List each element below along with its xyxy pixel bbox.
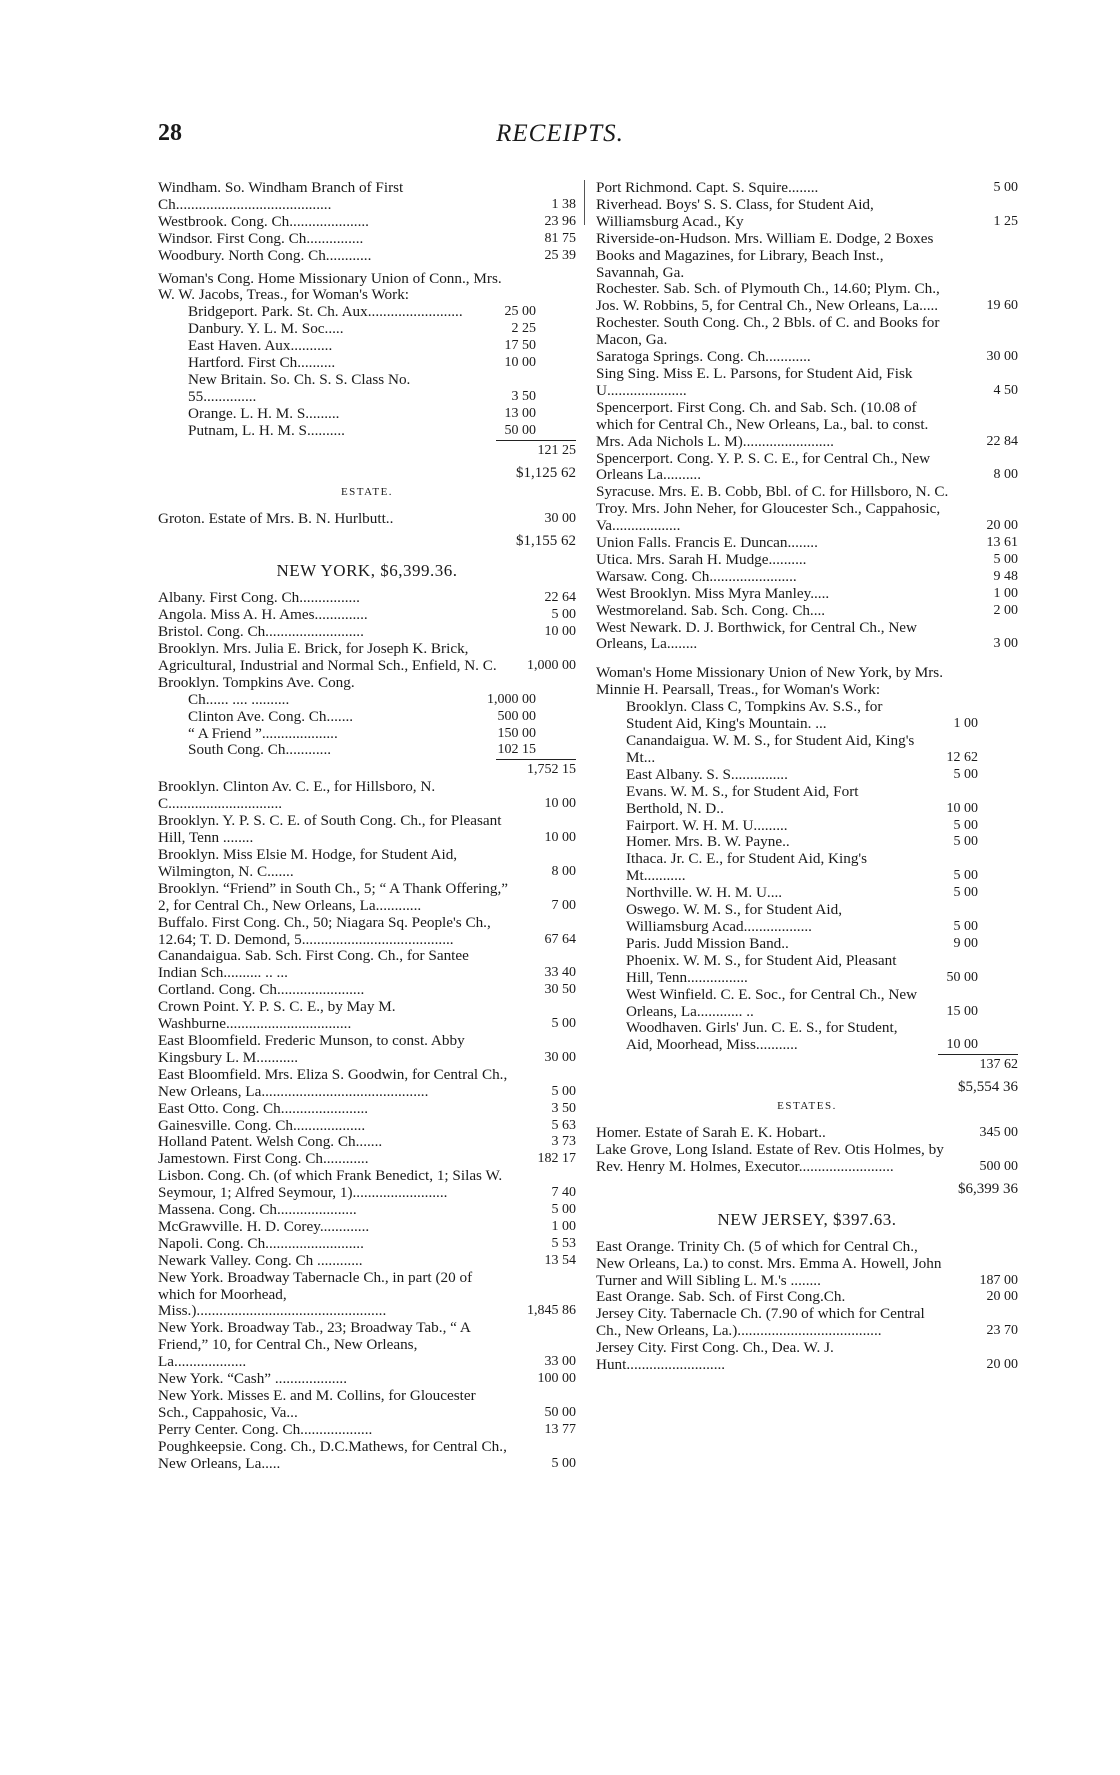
entry-text: West Brooklyn. Miss Myra Manley..... — [596, 584, 830, 602]
list-item — [596, 366, 1018, 400]
entry-amount: 12 62 — [946, 749, 978, 765]
list-item — [188, 355, 576, 372]
list-item — [188, 406, 576, 423]
entry-text: Woodhaven. Girls' Jun. C. E. S., for Student, Aid, Moorhead, Miss........... — [626, 1019, 898, 1054]
entry-amount: 30 00 — [544, 1049, 576, 1065]
list-item — [626, 987, 1018, 1021]
list-item — [158, 607, 576, 624]
entry-text: Rochester. Sab. Sch. of Plymouth Ch., 14.60; Plym. Ch., Jos. W. Robbins, 5, for Central Ch., New Orleans, La..... — [596, 280, 940, 315]
list-item — [158, 948, 576, 982]
entry-text: Ch...... .... .......... — [188, 690, 290, 708]
entry-amount: 2 00 — [993, 602, 1018, 618]
list-item — [158, 982, 576, 999]
entry-text: Homer. Mrs. B. W. Payne.. — [626, 833, 790, 851]
list-item — [596, 603, 1018, 620]
tompkins-total: 1,752 15 — [158, 759, 576, 779]
list-item — [626, 953, 1018, 987]
entry-amount: 25 39 — [544, 247, 576, 263]
list-item — [158, 1253, 576, 1270]
entry-amount: 23 96 — [544, 213, 576, 229]
entry-amount: 4 50 — [993, 382, 1018, 398]
entry-text: Brooklyn. Miss Elsie M. Hodge, for Student Aid, Wilmington, N. C....... — [158, 846, 458, 880]
ny-entries-c — [596, 180, 1018, 653]
entry-amount: 5 00 — [551, 1083, 576, 1099]
entry-text: Lisbon. Cong. Ch. (of which Frank Benedict, 1; Silas W. Seymour, 1; Alfred Seymour, 1)......................... — [158, 1167, 503, 1202]
entry-amount: 3 50 — [511, 388, 536, 404]
entry-amount: 81 75 — [544, 230, 576, 246]
entry-amount: 1,000 00 — [487, 691, 536, 707]
list-item — [158, 1219, 576, 1236]
entry-text: Gainesville. Cong. Ch................... — [158, 1116, 366, 1134]
entry-text: McGrawville. H. D. Corey............. — [158, 1217, 370, 1235]
entry-text: Woodbury. North Cong. Ch............ — [158, 246, 372, 264]
list-item — [626, 767, 1018, 784]
entry-text: West Newark. D. J. Borthwick, for Central Ch., New Orleans, La........ — [596, 618, 918, 653]
page-header — [0, 120, 1120, 160]
entry-text: New York. “Cash” ................... — [158, 1370, 347, 1388]
entry-text: Westbrook. Cong. Ch..................... — [158, 212, 369, 230]
entry-text: Utica. Mrs. Sarah H. Mudge.......... — [596, 550, 807, 568]
list-item — [188, 709, 576, 726]
entry-amount: 187 00 — [979, 1272, 1018, 1288]
entry-amount: 13 54 — [544, 1252, 576, 1268]
list-item — [626, 1020, 1018, 1054]
entry-amount: 9 48 — [993, 568, 1018, 584]
entry-text: East Haven. Aux........... — [188, 337, 333, 355]
list-item — [158, 1371, 576, 1388]
entry-text: Spencerport. Cong. Y. P. S. C. E., for Central Ch., New Orleans La.......... — [596, 449, 931, 484]
entry-amount: 150 00 — [497, 725, 536, 741]
left-column — [158, 180, 576, 1473]
list-item — [158, 248, 576, 265]
entry-amount: 3 73 — [551, 1134, 576, 1150]
entry-text: Perry Center. Cong. Ch................... — [158, 1420, 373, 1438]
estates-entries — [596, 1125, 1018, 1176]
entry-text: Evans. W. M. S., for Student Aid, Fort Berthold, N. D.. — [626, 782, 859, 817]
entry-amount: 5 00 — [993, 551, 1018, 567]
entry-amount: 67 64 — [544, 931, 576, 947]
entry-text: East Orange. Trinity Ch. (5 of which for Central Ch., New Orleans, La.) to const. Mrs. Emma A. Howell, John Turner and Will Sibling L. M.'s ........ — [596, 1237, 942, 1289]
entry-amount: 5 53 — [551, 1235, 576, 1251]
entry-amount: 100 00 — [537, 1371, 576, 1387]
tompkins-items — [158, 692, 576, 760]
entry-amount: 2 25 — [511, 321, 536, 337]
entry-amount: 33 00 — [544, 1354, 576, 1370]
list-item — [596, 586, 1018, 603]
list-item — [626, 834, 1018, 851]
entry-amount: 30 50 — [544, 982, 576, 998]
entry-amount: 7 40 — [551, 1185, 576, 1201]
entry-amount: 1 00 — [953, 716, 978, 732]
entry-text: Brooklyn. Y. P. S. C. E. of South Cong. Ch., for Pleasant Hill, Tenn ........ — [158, 812, 502, 847]
list-item — [188, 726, 576, 743]
entry-text: Hartford. First Ch.......... — [188, 354, 336, 372]
entry-text: Brooklyn. Class C, Tompkins Av. S.S., for Student Aid, King's Mountain. ... — [626, 698, 883, 733]
entry-text: East Albany. S. S............... — [626, 765, 788, 783]
entry-text: Spencerport. First Cong. Ch. and Sab. Sch. (10.08 of which for Central Ch., New Orleans, La., bal. to const. Mrs. Ada Nichols L. M)........................ — [596, 398, 929, 450]
entry-text: New York. Misses E. and M. Collins, for Gloucester Sch., Cappahosic, Va... — [158, 1387, 476, 1421]
entry-text: Angola. Miss A. H. Ames.............. — [158, 606, 368, 624]
list-item — [158, 1422, 576, 1439]
entry-text: Lake Grove, Long Island. Estate of Rev. Otis Holmes, by Rev. Henry M. Holmes, Executor......................... — [596, 1141, 944, 1175]
list-item — [188, 692, 576, 709]
entry-text: New York. Broadway Tabernacle Ch., in part (20 of which for Moorhead, Miss.).................................................. — [158, 1268, 473, 1320]
entry-amount: 10 00 — [544, 796, 576, 812]
entry-text: Syracuse. Mrs. E. B. Cobb, Bbl. of C. for Hillsboro, N. C. — [596, 483, 949, 501]
womans-union-items — [158, 304, 576, 439]
list-item — [596, 1239, 1018, 1290]
entry-text: Canandaigua. Sab. Sch. First Cong. Ch., for Santee Indian Sch.......... .. ... — [158, 947, 469, 982]
entry-amount: 5 00 — [551, 607, 576, 623]
nj-entries — [596, 1239, 1018, 1374]
entry-amount: 17 50 — [504, 338, 536, 354]
entry-text: Buffalo. First Cong. Ch., 50; Niagara Sq. People's Ch., 12.64; T. D. Demond, 5........................................ — [158, 913, 491, 948]
entry-amount: 8 00 — [993, 467, 1018, 483]
ct-entries — [158, 180, 576, 265]
entry-text: Jersey City. Tabernacle Ch. (7.90 of which for Central Ch., New Orleans, La.)...................................... — [596, 1305, 925, 1340]
list-item — [158, 813, 576, 847]
entry-amount: 8 00 — [551, 863, 576, 879]
entry-amount: 30 00 — [986, 349, 1018, 365]
grand-total: $1,155 62 — [516, 532, 576, 549]
list-item — [158, 1236, 576, 1253]
entry-text: Ithaca. Jr. C. E., for Student Aid, King's Mt........... — [626, 850, 868, 885]
entry-amount: 500 00 — [497, 708, 536, 724]
list-item — [626, 851, 1018, 885]
entry-text: Orange. L. H. M. S......... — [188, 404, 340, 422]
entry-text: East Bloomfield. Mrs. Eliza S. Goodwin, for Central Ch., New Orleans, La............................................ — [158, 1065, 508, 1100]
entry-amount: 345 00 — [979, 1125, 1018, 1141]
entry-text: Brooklyn. “Friend” in South Ch., 5; “ A Thank Offering,” 2, for Central Ch., New Orleans, La............ — [158, 879, 508, 914]
entry-amount: 25 00 — [504, 304, 536, 320]
list-item — [626, 902, 1018, 936]
entry-amount: 20 00 — [986, 1289, 1018, 1305]
list-item — [596, 569, 1018, 586]
list-item — [158, 999, 576, 1033]
running-title: RECEIPTS. — [496, 120, 624, 147]
nj-heading: NEW JERSEY, $397.63. — [717, 1209, 897, 1229]
entry-amount: 13 00 — [504, 405, 536, 421]
entry-text: Windsor. First Cong. Ch............... — [158, 229, 364, 247]
entry-text: Danbury. Y. L. M. Soc..... — [188, 320, 344, 338]
list-item — [158, 1134, 576, 1151]
entry-amount: 5 00 — [953, 834, 978, 850]
entry-text: Port Richmond. Capt. S. Squire........ — [596, 179, 819, 196]
entry-amount: 5 63 — [551, 1117, 576, 1133]
list-item — [188, 304, 576, 321]
womans-union-total: 121 25 — [158, 440, 576, 460]
entry-text: Warsaw. Cong. Ch....................... — [596, 567, 797, 585]
entry-text: Clinton Ave. Cong. Ch....... — [188, 707, 354, 725]
entry-text: New Britain. So. Ch. S. S. Class No. 55.............. — [188, 370, 411, 405]
entry-text: Holland Patent. Welsh Cong. Ch....... — [158, 1133, 383, 1151]
estate-label: ESTATE. — [340, 485, 394, 498]
entry-amount: 13 77 — [544, 1421, 576, 1437]
entry-text: Fairport. W. H. M. U......... — [626, 816, 788, 834]
list-item — [158, 915, 576, 949]
entry-text: South Cong. Ch............ — [188, 741, 332, 759]
entry-amount: 5 00 — [953, 885, 978, 901]
list-item — [158, 231, 576, 248]
entry-amount: 3 50 — [551, 1100, 576, 1116]
entry-text: Newark Valley. Cong. Ch ............ — [158, 1251, 363, 1269]
entry-text: Oswego. W. M. S., for Student Aid, Williamsburg Acad.................. — [626, 901, 843, 935]
entry-text: East Orange. Sab. Sch. of First Cong.Ch. — [596, 1288, 846, 1306]
entry-amount: 1,000 00 — [527, 657, 576, 673]
list-item — [158, 1033, 576, 1067]
list-item — [626, 784, 1018, 818]
ny-heading: NEW YORK, $6,399.36. — [276, 561, 458, 581]
entry-text: Poughkeepsie. Cong. Ch., D.C.Mathews, for Central Ch., New Orleans, La..... — [158, 1437, 507, 1472]
list-item — [596, 231, 1018, 282]
entry-text: Windham. So. Windham Branch of First Ch......................................... — [158, 179, 404, 213]
list-item — [158, 641, 576, 675]
entry-amount: 1 00 — [993, 585, 1018, 601]
entry-text: Riverside-on-Hudson. Mrs. William E. Dodge, 2 Boxes Books and Magazines, for Library, Beach Inst., Savannah, Ga. — [596, 229, 934, 281]
list-item — [188, 742, 576, 759]
list-item — [158, 1151, 576, 1168]
list-item — [158, 1202, 576, 1219]
list-item — [158, 1270, 576, 1321]
page-number: 28 — [158, 120, 182, 146]
list-item — [596, 1306, 1018, 1340]
entry-amount: 500 00 — [979, 1158, 1018, 1174]
entry-text: Napoli. Cong. Ch.......................... — [158, 1234, 364, 1252]
entry-text: Northville. W. H. M. U.... — [626, 884, 783, 902]
ny-total: $6,399 36 — [958, 1180, 1018, 1197]
list-item — [596, 315, 1018, 349]
ct-total: $1,125 62 — [516, 464, 576, 481]
entry-text: Phoenix. W. M. S., for Student Aid, Pleasant Hill, Tenn................ — [626, 951, 897, 986]
entry-amount: 5 00 — [953, 868, 978, 884]
entry-text: Jersey City. First Cong. Ch., Dea. W. J. Hunt.......................... — [596, 1339, 834, 1374]
entry-text: Homer. Estate of Sarah E. K. Hobart.. — [596, 1124, 826, 1142]
entry-amount: 1 00 — [551, 1218, 576, 1234]
entry-text: Cortland. Cong. Ch....................... — [158, 981, 365, 999]
list-item — [188, 321, 576, 338]
ny-union-intro: Woman's Home Missionary Union of New York, by Mrs. Minnie H. Pearsall, Treas., for Woman's Work: — [596, 664, 944, 699]
list-item — [158, 214, 576, 231]
list-item — [596, 552, 1018, 569]
entry-amount: 10 00 — [504, 355, 536, 371]
entry-text: Rochester. South Cong. Ch., 2 Bbls. of C. and Books for Macon, Ga. — [596, 314, 940, 349]
list-item — [158, 590, 576, 607]
list-item — [626, 733, 1018, 767]
entry-amount: 50 00 — [504, 422, 536, 438]
ny-subtotal: $5,554 36 — [958, 1079, 1018, 1096]
list-item — [158, 1168, 576, 1202]
list-item — [158, 881, 576, 915]
estates-label: ESTATES. — [777, 1100, 837, 1113]
list-item — [596, 501, 1018, 535]
entry-amount: 1,845 86 — [527, 1303, 576, 1319]
entry-amount: 7 00 — [551, 897, 576, 913]
entry-amount: 5 00 — [953, 817, 978, 833]
list-item — [158, 1439, 576, 1473]
entry-amount: 33 40 — [544, 965, 576, 981]
ny-union-total: 137 62 — [596, 1054, 1018, 1074]
entry-amount: 50 00 — [544, 1404, 576, 1420]
entry-amount: 22 84 — [986, 433, 1018, 449]
entry-amount: 10 00 — [544, 624, 576, 640]
list-item — [158, 779, 576, 813]
list-item — [596, 1340, 1018, 1374]
entry-amount: 22 64 — [544, 590, 576, 606]
entry-amount: 13 61 — [986, 535, 1018, 551]
tompkins-intro: Brooklyn. Tompkins Ave. Cong. — [158, 673, 355, 691]
entry-amount: 23 70 — [986, 1323, 1018, 1339]
entry-amount: 5 00 — [953, 766, 978, 782]
list-item — [596, 484, 1018, 501]
list-item — [596, 620, 1018, 654]
entry-text: Westmoreland. Sab. Sch. Cong. Ch.... — [596, 601, 826, 619]
list-item — [596, 400, 1018, 451]
list-item — [188, 372, 576, 406]
list-item — [626, 699, 1018, 733]
entry-text: Massena. Cong. Ch..................... — [158, 1201, 357, 1219]
entry-text: East Otto. Cong. Ch....................... — [158, 1099, 369, 1117]
list-item — [626, 818, 1018, 835]
list-item — [596, 1142, 1018, 1176]
list-item — [596, 535, 1018, 552]
list-item — [188, 338, 576, 355]
entry-amount: 1 25 — [993, 213, 1018, 229]
entry-text: Troy. Mrs. John Neher, for Gloucester Sch., Cappahosic, Va.................. — [596, 500, 941, 535]
list-item — [596, 1289, 1018, 1306]
entry-amount: 3 00 — [993, 636, 1018, 652]
ny-union-items — [596, 699, 1018, 1054]
entry-amount: 10 00 — [544, 830, 576, 846]
entry-amount: 182 17 — [537, 1151, 576, 1167]
list-item — [626, 936, 1018, 953]
list-item — [596, 349, 1018, 366]
entry-text: West Winfield. C. E. Soc., for Central Ch., New Orleans, La............ .. — [626, 985, 918, 1020]
entry-text: Brooklyn. Clinton Av. C. E., for Hillsboro, N. C.............................. — [158, 778, 436, 813]
list-item — [158, 1118, 576, 1135]
entry-amount: 19 60 — [986, 298, 1018, 314]
entry-amount: 5 00 — [551, 1202, 576, 1218]
list-item — [596, 451, 1018, 485]
entry-amount: 1 38 — [551, 196, 576, 212]
list-item — [158, 1067, 576, 1101]
list-item — [158, 847, 576, 881]
entry-amount: 5 00 — [551, 1455, 576, 1471]
entry-text: Union Falls. Francis E. Duncan........ — [596, 534, 818, 552]
list-item — [596, 197, 1018, 231]
entry-amount: 50 00 — [946, 969, 978, 985]
entry-amount: 20 00 — [986, 518, 1018, 534]
list-item — [596, 180, 1018, 197]
list-item — [158, 1101, 576, 1118]
entry-amount: 5 00 — [953, 918, 978, 934]
entry-amount: 15 00 — [946, 1003, 978, 1019]
entry-text: Paris. Judd Mission Band.. — [626, 934, 789, 952]
entry-text: Saratoga Springs. Cong. Ch............ — [596, 348, 811, 366]
entry-text: Jamestown. First Cong. Ch............ — [158, 1150, 369, 1168]
entry-text: Bridgeport. Park. St. Ch. Aux......................... — [188, 303, 463, 321]
entry-amount: 5 00 — [993, 180, 1018, 195]
list-item — [158, 1388, 576, 1422]
entry-amount: 102 15 — [497, 742, 536, 758]
entry-text: Bristol. Cong. Ch.......................... — [158, 623, 364, 641]
list-item — [626, 885, 1018, 902]
entry-text: Riverhead. Boys' S. S. Class, for Student Aid, Williamsburg Acad., Ky — [596, 195, 874, 230]
list-item — [596, 1125, 1018, 1142]
list-item — [158, 180, 576, 214]
entry-text: Albany. First Cong. Ch................ — [158, 589, 360, 607]
entry-text: East Bloomfield. Frederic Munson, to const. Abby Kingsbury L. M........... — [158, 1031, 465, 1066]
right-column — [596, 180, 1018, 1374]
entry-amount: 10 00 — [946, 1037, 978, 1053]
entry-text: “ A Friend ”.................... — [188, 724, 338, 742]
list-item — [158, 1320, 576, 1371]
entry-text: Crown Point. Y. P. S. C. E., by May M. Washburne................................. — [158, 998, 396, 1033]
entry-amount: 20 00 — [986, 1357, 1018, 1373]
list-item — [188, 423, 576, 440]
entry-text: New York. Broadway Tab., 23; Broadway Tab., “ A Friend,” 10, for Central Ch., New Orleans, La................... — [158, 1319, 470, 1371]
entry-amount: 10 00 — [946, 800, 978, 816]
entry-text: Sing Sing. Miss E. L. Parsons, for Student Aid, Fisk U..................... — [596, 364, 913, 399]
womans-union-intro: Woman's Cong. Home Missionary Union of Conn., Mrs. W. W. Jacobs, Treas., for Woman's Work: — [158, 269, 502, 304]
entry-text: Putnam, L. H. M. S.......... — [188, 421, 345, 439]
entry-amount: 5 00 — [551, 1016, 576, 1032]
ny-entries-b — [158, 779, 576, 1472]
ny-entries-a — [158, 590, 576, 675]
list-item — [596, 281, 1018, 315]
entry-text: Brooklyn. Mrs. Julia E. Brick, for Joseph K. Brick, Agricultural, Industrial and Normal Sch., Enfield, N. C. — [158, 640, 497, 674]
entry-text: Canandaigua. W. M. S., for Student Aid, King's Mt... — [626, 732, 915, 766]
column-divider — [584, 180, 585, 225]
entry-amount: 9 00 — [953, 935, 978, 951]
estate-entry: Groton. Estate of Mrs. B. N. Hurlbutt.. 30 00 — [158, 509, 576, 527]
list-item — [158, 624, 576, 641]
